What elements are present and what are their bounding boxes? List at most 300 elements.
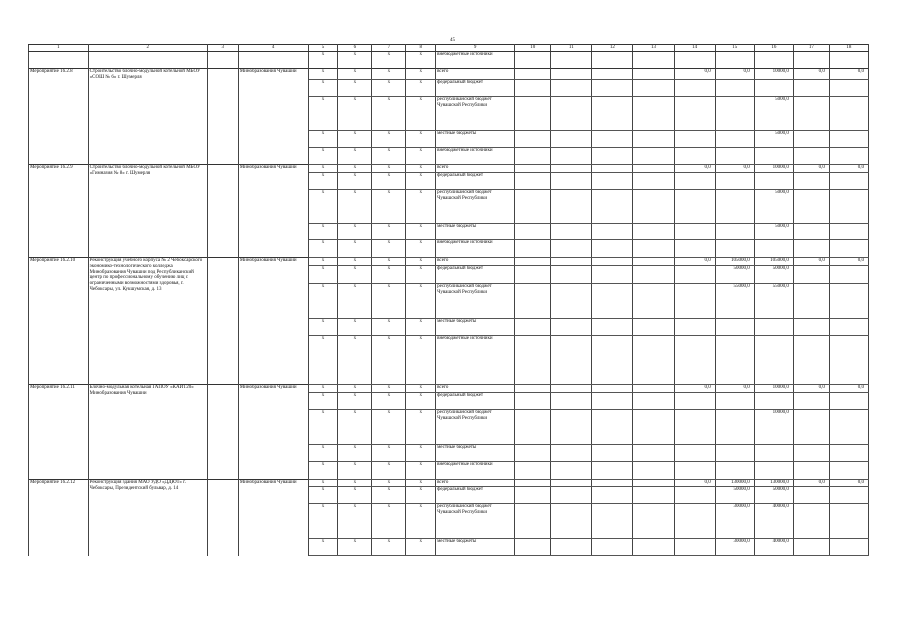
value-cell [674, 131, 715, 148]
code-cell: x [338, 319, 372, 336]
code-cell: x [372, 131, 406, 148]
code-cell: x [406, 165, 436, 173]
code-cell: x [406, 190, 436, 224]
empty-cell [207, 258, 238, 385]
value-cell: 0,0 [793, 385, 829, 393]
value-cell [633, 539, 674, 556]
code-cell: x [406, 393, 436, 410]
empty-cell [207, 165, 238, 258]
value-cell [592, 165, 633, 173]
empty-cell [88, 52, 207, 69]
code-cell: x [372, 240, 406, 258]
value-cell [829, 445, 868, 462]
funding-source: республиканский бюджет Чувашской Республики [436, 97, 515, 131]
code-cell: x [406, 319, 436, 336]
code-cell: x [372, 224, 406, 240]
table-row [29, 165, 869, 173]
value-cell [592, 69, 633, 80]
code-cell: x [308, 319, 338, 336]
code-cell: x [372, 319, 406, 336]
column-number: 18 [829, 45, 868, 52]
value-cell: 30000,0 [715, 504, 754, 539]
code-cell: x [308, 80, 338, 97]
value-cell [551, 224, 592, 240]
column-number: 4 [238, 45, 308, 52]
code-cell: x [308, 284, 338, 319]
executor: Минобразования Чувашии [238, 480, 308, 556]
code-cell: x [406, 240, 436, 258]
value-cell: 10000,0 [754, 165, 793, 173]
value-cell [592, 266, 633, 284]
value-cell [592, 80, 633, 97]
code-cell: x [308, 336, 338, 385]
code-cell: x [372, 266, 406, 284]
funding-source: местные бюджеты [436, 319, 515, 336]
value-cell [592, 462, 633, 480]
value-cell [754, 462, 793, 480]
value-cell [551, 131, 592, 148]
value-cell [515, 445, 551, 462]
funding-source: федеральный бюджет [436, 393, 515, 410]
value-cell: 0,0 [829, 480, 868, 487]
value-cell [829, 173, 868, 190]
value-cell [674, 52, 715, 69]
value-cell [715, 336, 754, 385]
value-cell [633, 173, 674, 190]
funding-source: внебюджетные источники [436, 336, 515, 385]
value-cell [754, 445, 793, 462]
measure-id: Мероприятие 16.2.8 [29, 69, 89, 165]
code-cell: x [338, 258, 372, 266]
code-cell: x [338, 69, 372, 80]
value-cell [829, 224, 868, 240]
column-number: 17 [793, 45, 829, 52]
value-cell [754, 173, 793, 190]
code-cell: x [406, 173, 436, 190]
measure-name: Реконструкция здания МАО УДО «ДДЮТ» г. Чебоксары, Президентский бульвар, д. 14 [88, 480, 207, 556]
value-cell: 30000,0 [715, 539, 754, 556]
code-cell: x [338, 393, 372, 410]
column-number: 10 [515, 45, 551, 52]
empty-cell [29, 52, 89, 69]
value-cell [674, 462, 715, 480]
code-cell: x [338, 445, 372, 462]
value-cell [793, 131, 829, 148]
value-cell [551, 480, 592, 487]
value-cell: 0,0 [793, 480, 829, 487]
value-cell [515, 480, 551, 487]
value-cell [633, 410, 674, 445]
value-cell [592, 131, 633, 148]
value-cell [592, 480, 633, 487]
funding-source: республиканский бюджет Чувашской Республики [436, 190, 515, 224]
value-cell [633, 148, 674, 165]
column-number: 2 [88, 45, 207, 52]
value-cell [515, 173, 551, 190]
code-cell: x [308, 480, 338, 487]
funding-source: всего [436, 480, 515, 487]
code-cell: x [308, 69, 338, 80]
code-cell: x [308, 462, 338, 480]
value-cell: 50000,0 [715, 266, 754, 284]
value-cell [754, 393, 793, 410]
code-cell: x [372, 445, 406, 462]
value-cell [674, 266, 715, 284]
value-cell [551, 385, 592, 393]
funding-source: республиканский бюджет Чувашской Республики [436, 410, 515, 445]
value-cell [592, 148, 633, 165]
value-cell [633, 52, 674, 69]
code-cell: x [338, 80, 372, 97]
value-cell: 0,0 [674, 258, 715, 266]
measure-name: Реконструкция учебного корпуса № 2 Чебоксарского экономико-технологического колледжа Минобразования Чувашии под Республиканский центр по профессиональному обучению лиц с ограниченными возможностями здоровья, г. Чебоксары, ул. Кукшумская, д. 13 [88, 258, 207, 385]
empty-cell [238, 52, 308, 69]
value-cell [592, 190, 633, 224]
code-cell: x [372, 148, 406, 165]
value-cell [551, 69, 592, 80]
code-cell: x [406, 258, 436, 266]
value-cell [592, 224, 633, 240]
value-cell [633, 284, 674, 319]
code-cell: x [308, 266, 338, 284]
code-cell: x [372, 190, 406, 224]
value-cell [793, 80, 829, 97]
code-cell: x [372, 393, 406, 410]
empty-cell [207, 52, 238, 69]
table-row [29, 480, 869, 487]
value-cell [715, 224, 754, 240]
funding-source: федеральный бюджет [436, 173, 515, 190]
column-number: 12 [592, 45, 633, 52]
code-cell: x [406, 224, 436, 240]
value-cell [793, 319, 829, 336]
value-cell [674, 504, 715, 539]
value-cell [829, 97, 868, 131]
value-cell [592, 97, 633, 131]
funding-source: местные бюджеты [436, 131, 515, 148]
value-cell [793, 410, 829, 445]
value-cell [829, 487, 868, 504]
value-cell [674, 97, 715, 131]
code-cell: x [406, 410, 436, 445]
value-cell [633, 445, 674, 462]
code-cell: x [338, 190, 372, 224]
code-cell: x [308, 504, 338, 539]
code-cell: x [372, 480, 406, 487]
code-cell: x [338, 462, 372, 480]
code-cell: x [372, 97, 406, 131]
value-cell [633, 240, 674, 258]
value-cell [515, 319, 551, 336]
measure-id: Мероприятие 16.2.9 [29, 165, 89, 258]
value-cell [633, 224, 674, 240]
value-cell [793, 462, 829, 480]
code-cell: x [372, 173, 406, 190]
code-cell: x [308, 487, 338, 504]
table-row [29, 69, 869, 80]
table-row [29, 385, 869, 393]
value-cell [551, 258, 592, 266]
value-cell [551, 240, 592, 258]
funding-source: местные бюджеты [436, 224, 515, 240]
value-cell [592, 393, 633, 410]
value-cell [592, 445, 633, 462]
value-cell [715, 319, 754, 336]
value-cell [715, 190, 754, 224]
code-cell: x [338, 52, 372, 69]
code-cell: x [308, 173, 338, 190]
value-cell [715, 80, 754, 97]
code-cell: x [372, 284, 406, 319]
code-cell: x [372, 410, 406, 445]
value-cell: 0,0 [829, 258, 868, 266]
value-cell: 0,0 [793, 165, 829, 173]
value-cell [754, 240, 793, 258]
value-cell [515, 487, 551, 504]
value-cell [592, 258, 633, 266]
value-cell [592, 173, 633, 190]
code-cell: x [308, 165, 338, 173]
code-cell: x [338, 224, 372, 240]
code-cell: x [338, 165, 372, 173]
code-cell: x [338, 480, 372, 487]
code-cell: x [406, 266, 436, 284]
value-cell [633, 480, 674, 487]
value-cell [551, 539, 592, 556]
value-cell [829, 131, 868, 148]
column-number: 9 [436, 45, 515, 52]
measure-id: Мероприятие 16.2.10 [29, 258, 89, 385]
code-cell: x [338, 173, 372, 190]
code-cell: x [308, 224, 338, 240]
funding-source: внебюджетные источники [436, 148, 515, 165]
code-cell: x [338, 487, 372, 504]
value-cell [515, 190, 551, 224]
empty-cell [207, 69, 238, 165]
column-number: 14 [674, 45, 715, 52]
value-cell: 50000,0 [715, 487, 754, 504]
value-cell [829, 393, 868, 410]
value-cell [515, 148, 551, 165]
code-cell: x [372, 462, 406, 480]
value-cell [715, 240, 754, 258]
value-cell [592, 487, 633, 504]
value-cell [515, 504, 551, 539]
value-cell [715, 131, 754, 148]
value-cell [633, 131, 674, 148]
value-cell [754, 80, 793, 97]
value-cell [715, 393, 754, 410]
code-cell: x [406, 504, 436, 539]
value-cell [793, 393, 829, 410]
code-cell: x [406, 97, 436, 131]
funding-source: федеральный бюджет [436, 487, 515, 504]
value-cell [551, 393, 592, 410]
value-cell [515, 393, 551, 410]
executor: Минобразования Чувашии [238, 258, 308, 385]
funding-source: внебюджетные источники [436, 52, 515, 69]
value-cell: 0,0 [829, 385, 868, 393]
value-cell [515, 385, 551, 393]
value-cell [551, 52, 592, 69]
value-cell [633, 266, 674, 284]
value-cell: 5000,0 [754, 131, 793, 148]
value-cell: 0,0 [674, 69, 715, 80]
value-cell [633, 504, 674, 539]
value-cell: 0,0 [715, 165, 754, 173]
value-cell: 130000,0 [754, 480, 793, 487]
value-cell [754, 319, 793, 336]
value-cell [633, 385, 674, 393]
code-cell: x [308, 190, 338, 224]
value-cell [674, 487, 715, 504]
code-cell: x [338, 410, 372, 445]
value-cell [515, 80, 551, 97]
value-cell [551, 410, 592, 445]
funding-source: республиканский бюджет Чувашской Республики [436, 504, 515, 539]
value-cell [551, 284, 592, 319]
code-cell: x [338, 284, 372, 319]
code-cell: x [308, 97, 338, 131]
funding-source: внебюджетные источники [436, 462, 515, 480]
value-cell [674, 190, 715, 224]
value-cell: 105000,0 [754, 258, 793, 266]
code-cell: x [308, 131, 338, 148]
value-cell [551, 190, 592, 224]
column-number: 16 [754, 45, 793, 52]
value-cell [592, 385, 633, 393]
value-cell [515, 131, 551, 148]
executor: Минобразования Чувашии [238, 69, 308, 165]
value-cell: 0,0 [674, 385, 715, 393]
value-cell [515, 410, 551, 445]
empty-cell [207, 480, 238, 556]
value-cell [793, 148, 829, 165]
value-cell [551, 462, 592, 480]
funding-source: всего [436, 258, 515, 266]
value-cell [674, 224, 715, 240]
column-number: 15 [715, 45, 754, 52]
code-cell: x [338, 97, 372, 131]
value-cell [551, 97, 592, 131]
value-cell: 50000,0 [754, 487, 793, 504]
code-cell: x [372, 336, 406, 385]
value-cell [829, 504, 868, 539]
value-cell: 40000,0 [754, 504, 793, 539]
value-cell [515, 165, 551, 173]
value-cell [715, 462, 754, 480]
table-row [29, 258, 869, 266]
value-cell [829, 266, 868, 284]
value-cell [551, 336, 592, 385]
value-cell [829, 52, 868, 69]
code-cell: x [372, 504, 406, 539]
value-cell [829, 240, 868, 258]
value-cell: 0,0 [715, 69, 754, 80]
value-cell [793, 445, 829, 462]
code-cell: x [308, 240, 338, 258]
value-cell [754, 336, 793, 385]
value-cell: 10000,0 [754, 410, 793, 445]
column-number: 13 [633, 45, 674, 52]
value-cell: 0,0 [793, 69, 829, 80]
value-cell [551, 165, 592, 173]
value-cell: 40000,0 [754, 539, 793, 556]
value-cell [793, 240, 829, 258]
value-cell [715, 148, 754, 165]
code-cell: x [406, 148, 436, 165]
value-cell [633, 97, 674, 131]
value-cell [551, 504, 592, 539]
value-cell [793, 487, 829, 504]
value-cell: 10000,0 [754, 69, 793, 80]
value-cell [515, 336, 551, 385]
value-cell [793, 52, 829, 69]
code-cell: x [372, 385, 406, 393]
value-cell [515, 539, 551, 556]
code-cell: x [406, 52, 436, 69]
value-cell [674, 539, 715, 556]
value-cell [515, 266, 551, 284]
funding-source: местные бюджеты [436, 445, 515, 462]
value-cell [829, 80, 868, 97]
code-cell: x [308, 410, 338, 445]
measure-id: Мероприятие 16.2.12 [29, 480, 89, 556]
code-cell: x [372, 258, 406, 266]
value-cell [674, 319, 715, 336]
value-cell [829, 336, 868, 385]
code-cell: x [308, 52, 338, 69]
value-cell [515, 284, 551, 319]
funding-source: республиканский бюджет Чувашской Республики [436, 284, 515, 319]
value-cell [515, 69, 551, 80]
value-cell [633, 462, 674, 480]
value-cell: 5000,0 [754, 224, 793, 240]
funding-source: федеральный бюджет [436, 266, 515, 284]
value-cell [515, 97, 551, 131]
funding-source: всего [436, 385, 515, 393]
value-cell [829, 190, 868, 224]
value-cell: 50000,0 [754, 266, 793, 284]
code-cell: x [308, 539, 338, 556]
code-cell: x [338, 385, 372, 393]
value-cell [754, 148, 793, 165]
page-number: 45 [450, 38, 455, 43]
code-cell: x [406, 131, 436, 148]
value-cell [515, 52, 551, 69]
code-cell: x [338, 539, 372, 556]
code-cell: x [338, 504, 372, 539]
value-cell [674, 445, 715, 462]
measure-id: Мероприятие 16.2.11 [29, 385, 89, 480]
value-cell: 0,0 [674, 480, 715, 487]
code-cell: x [372, 52, 406, 69]
value-cell [592, 240, 633, 258]
value-cell [551, 80, 592, 97]
code-cell: x [406, 487, 436, 504]
value-cell: 55000,0 [715, 284, 754, 319]
value-cell [592, 336, 633, 385]
value-cell [674, 284, 715, 319]
code-cell: x [338, 240, 372, 258]
column-number: 5 [308, 45, 338, 52]
value-cell [674, 80, 715, 97]
code-cell: x [406, 480, 436, 487]
code-cell: x [338, 336, 372, 385]
value-cell [551, 445, 592, 462]
funding-source: всего [436, 165, 515, 173]
value-cell [633, 258, 674, 266]
